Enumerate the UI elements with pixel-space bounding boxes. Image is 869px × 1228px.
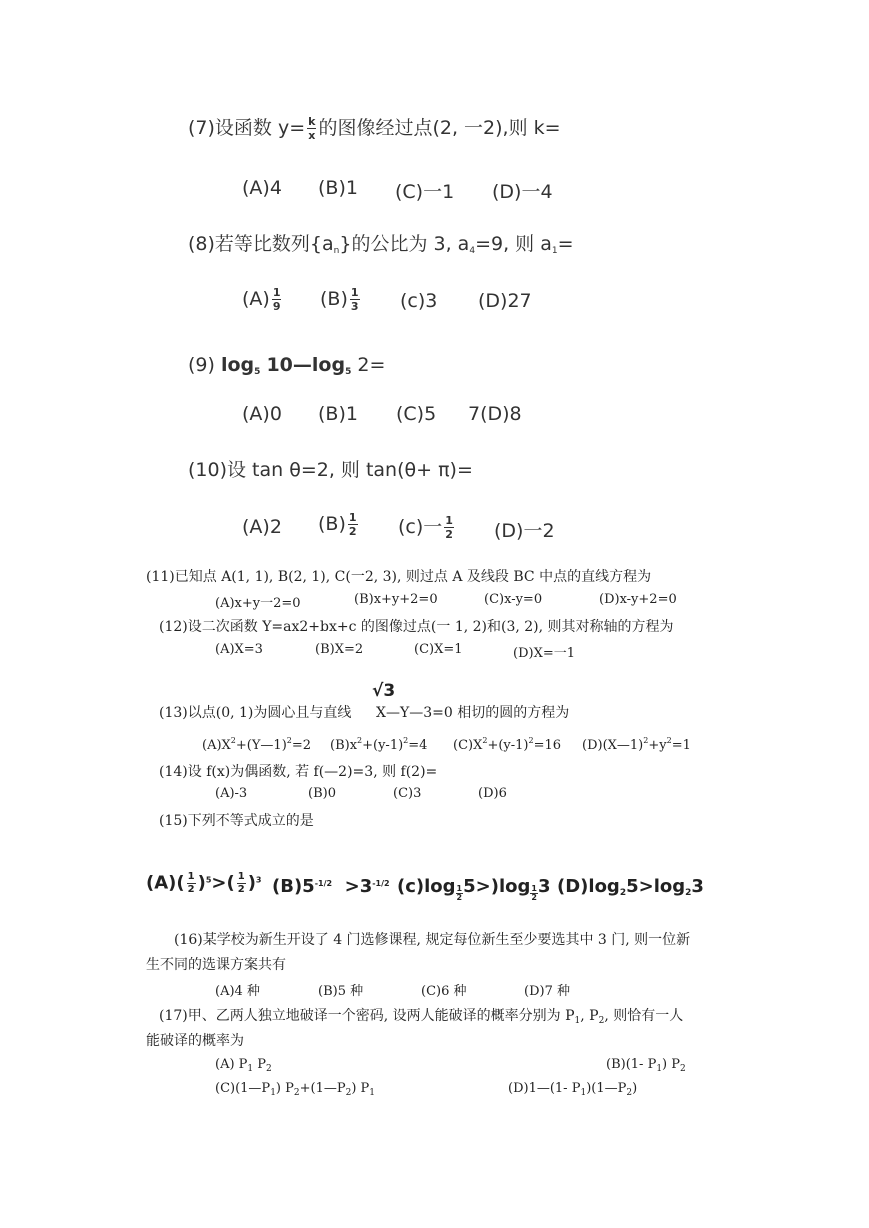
q10-option-a: (A)2	[242, 516, 282, 538]
q13-option-c: $(C)X^2+(y-1)^2=16$	[453, 736, 562, 753]
q11-option-d: (D)x-y+2=0	[599, 592, 677, 607]
q13-stem-a: (13)以点(0, 1)为圆心且与直线	[159, 705, 352, 721]
q14-option-a: (A)-3	[215, 786, 248, 801]
q17-option-c: $(C)(1—P_1)$ $P_2+(1—P_2)$ $P_1$	[215, 1081, 376, 1098]
q17-option-a: (A) $P_1$ $P_2$	[215, 1057, 272, 1074]
q14-stem: (14)设 f(x)为偶函数, 若 f(—2)=3, 则 f(2)=	[159, 764, 438, 780]
q7-stem: (7)设函数 y= $\frac{k}{x}$ 的图像经过点(2, 一2),则 k=	[188, 115, 561, 142]
q17-option-b: (B)(1- $P_1$) $P_2$	[606, 1057, 686, 1074]
q9-option-a: (A)0	[242, 403, 282, 425]
q13-stem-b: X—Y—3=0 相切的圆的方程为	[376, 705, 570, 721]
q13-option-d: $(D)(X—1)^2+y^2=1$	[582, 736, 691, 753]
q16-option-a: (A)4 种	[215, 984, 260, 999]
q8-option-d: (D)27	[478, 290, 532, 312]
sqrt3-symbol: √3	[372, 681, 396, 701]
q11-option-b: (B)x+y+2=0	[354, 592, 438, 607]
q12-option-c: (C)X=1	[414, 642, 463, 657]
q15-option-c: (c)log $\frac{1}{2}$ 5>)log $\frac{1}{2}$ 3	[397, 876, 551, 902]
q12-option-a: (A)X=3	[215, 642, 263, 657]
q9-option-b: (B)1	[318, 403, 358, 425]
q8-stem: (8)若等比数列$\{a_n\}$的公比为 3, $a_4=9$, 则 $a_1=$	[188, 233, 574, 256]
q17-stem-line2: 能破译的概率为	[146, 1033, 244, 1049]
q12-stem: (12)设二次函数 Y=ax2+bx+c 的图像过点(一 1, 2)和(3, 2), 则其对称轴的方程为	[159, 619, 674, 635]
q8-option-b: (B) $\frac{1}{3}$	[320, 286, 359, 313]
q8-option-a: (A) $\frac{1}{9}$	[242, 286, 281, 313]
q9-option-c: (C)5	[396, 403, 437, 425]
q12-option-b: (B)X=2	[315, 642, 364, 657]
q15-option-a: (A)( $\frac{1}{2}$ )$^5$>( $\frac{1}{2}$ )$^3$	[146, 871, 262, 895]
q10-option-d: (D)一2	[494, 520, 555, 542]
q17-option-d: (D)1—(1- $P_1)(1—P_2)$	[508, 1081, 638, 1098]
q7-option-a: (A)4	[242, 177, 282, 199]
q16-stem-line1: (16)某学校为新生开设了 4 门选修课程, 规定每位新生至少要选其中 3 门, 则一位新	[174, 932, 691, 948]
q17-stem-line1: (17)甲、乙两人独立地破译一个密码, 设两人能破译的概率分别为 $P_1$, $P_2$, 则恰有一人	[159, 1008, 684, 1026]
q8-option-c: (c)3	[400, 290, 438, 312]
q7-option-b: (B)1	[318, 177, 358, 199]
q11-stem: (11)已知点 A(1, 1), B(2, 1), C(一2, 3), 则过点 A 及线段 BC 中点的直线方程为	[146, 569, 652, 585]
q11-option-c: (C)x-y=0	[484, 592, 543, 607]
q15-option-b: $(B)5^{-1/2} >3^{-1/2}$	[272, 876, 390, 897]
q15-option-d: $(D)\log_25>\log_23$	[557, 876, 704, 898]
q10-option-b: (B) $\frac{1}{2}$	[318, 511, 357, 538]
q9-stem: (9) $\log_5$ $10—\log_5$ 2=	[188, 354, 386, 377]
q12-option-d: (D)X=一1	[513, 646, 575, 661]
q16-stem-line2: 生不同的选课方案共有	[146, 957, 286, 973]
q16-option-d: (D)7 种	[524, 984, 570, 999]
q13-option-b: $(B)x^2+(y-1)^2=4$	[330, 736, 428, 753]
q7-option-c: (C)一1	[395, 181, 455, 203]
q14-option-b: (B)0	[308, 786, 336, 801]
q9-option-d: 7(D)8	[468, 403, 522, 425]
q10-option-c: (c)一 $\frac{1}{2}$	[398, 514, 453, 541]
q7-option-d: (D)一4	[492, 181, 553, 203]
q11-option-a: (A)x+y一2=0	[215, 596, 301, 611]
q13-option-a: $(A)X^2+(Y—1)^2=2$	[202, 736, 312, 753]
q10-stem: (10)设 tan θ=2, 则 tan(θ+ π)=	[188, 459, 473, 481]
q16-option-c: (C)6 种	[421, 984, 467, 999]
q16-option-b: (B)5 种	[318, 984, 364, 999]
q14-option-c: (C)3	[393, 786, 422, 801]
q15-stem: (15)下列不等式成立的是	[159, 813, 314, 829]
q14-option-d: (D)6	[478, 786, 507, 801]
